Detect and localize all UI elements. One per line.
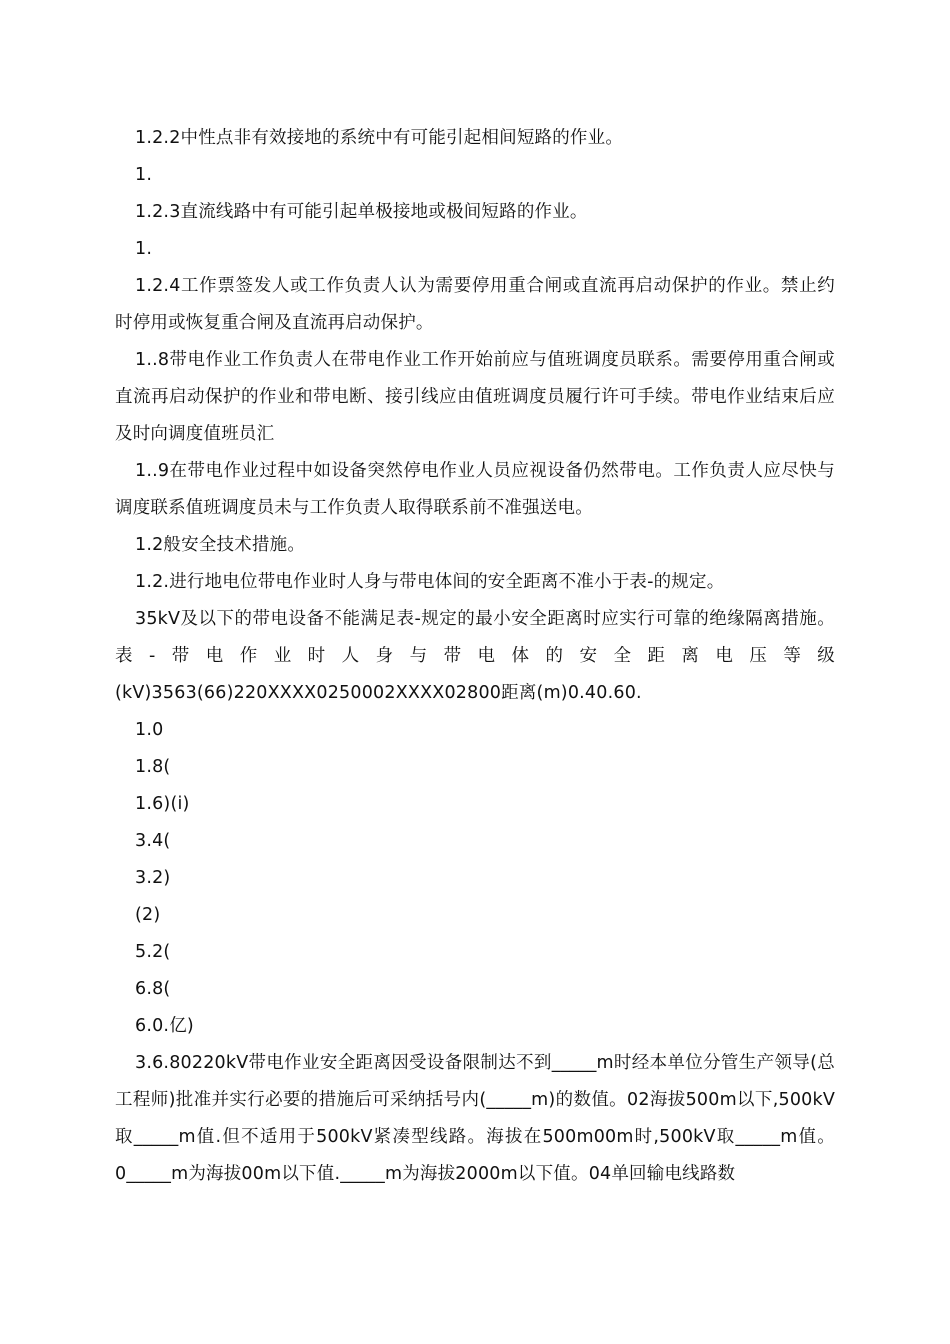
list-value: 1.6)(i) xyxy=(135,794,190,814)
list-value: 1.0 xyxy=(135,720,164,740)
paragraph-1-2-2: 1.2.2中性点非有效接地的系统中有可能引起相间短路的作业。 xyxy=(135,128,624,148)
paragraph-1-8: 1..8带电作业工作负责人在带电作业工作开始前应与值班调度员联系。需要停用重合闸或直流再启动保护的作业和带电断、接引线应由值班调度员履行许可手续。带电作业结束后应及时向调度值班员汇 xyxy=(115,350,835,444)
document-body xyxy=(115,120,835,1193)
list-value: 3.2) xyxy=(135,868,171,888)
paragraph-1-2-safety: 1.2般安全技术措施。 xyxy=(135,535,306,555)
paragraph-fragment-2: 1. xyxy=(135,239,153,259)
paragraph-1-2-3: 1.2.3直流线路中有可能引起单极接地或极间短路的作业。 xyxy=(135,202,588,222)
list-value: 1.8( xyxy=(135,757,171,777)
paragraph-1-2-distance: 1.2.进行地电位带电作业时人身与带电体间的安全距离不准小于表-的规定。 xyxy=(135,572,725,592)
list-value: 5.2( xyxy=(135,942,171,962)
paragraph-35kv: 35kV及以下的带电设备不能满足表-规定的最小安全距离时应实行可靠的绝缘隔离措施。表-带电作业时人身与带电体的安全距离电压等级(kV)3563(66)220XXXX0250002XXXX02800距离(m)0.40.60. xyxy=(115,609,835,703)
list-value: 6.0.亿) xyxy=(135,1016,194,1036)
list-value: (2) xyxy=(135,905,161,925)
list-value: 6.8( xyxy=(135,979,171,999)
paragraph-fragment-1: 1. xyxy=(135,165,153,185)
paragraph-1-9: 1..9在带电作业过程中如设备突然停电作业人员应视设备仍然带电。工作负责人应尽快与调度联系值班调度员未与工作负责人取得联系前不准强送电。 xyxy=(115,461,835,518)
paragraph-1-2-4: 1.2.4工作票签发人或工作负责人认为需要停用重合闸或直流再启动保护的作业。禁止约时停用或恢复重合闸及直流再启动保护。 xyxy=(115,276,835,333)
list-value: 3.4( xyxy=(135,831,171,851)
paragraph-220kv: 3.6.80220kV带电作业安全距离因受设备限制达不到_____m时经本单位分管生产领导(总工程师)批准并实行必要的措施后可采纳括号内(_____m)的数值。02海拔500m以下,500kV取_____m值.但不适用于500kV紧凑型线路。海拔在500m00m时,500kV取_____m值。0_____m为海拔00m以下值._____m为海拔2000m以下值。04单回输电线路数 xyxy=(115,1053,835,1184)
